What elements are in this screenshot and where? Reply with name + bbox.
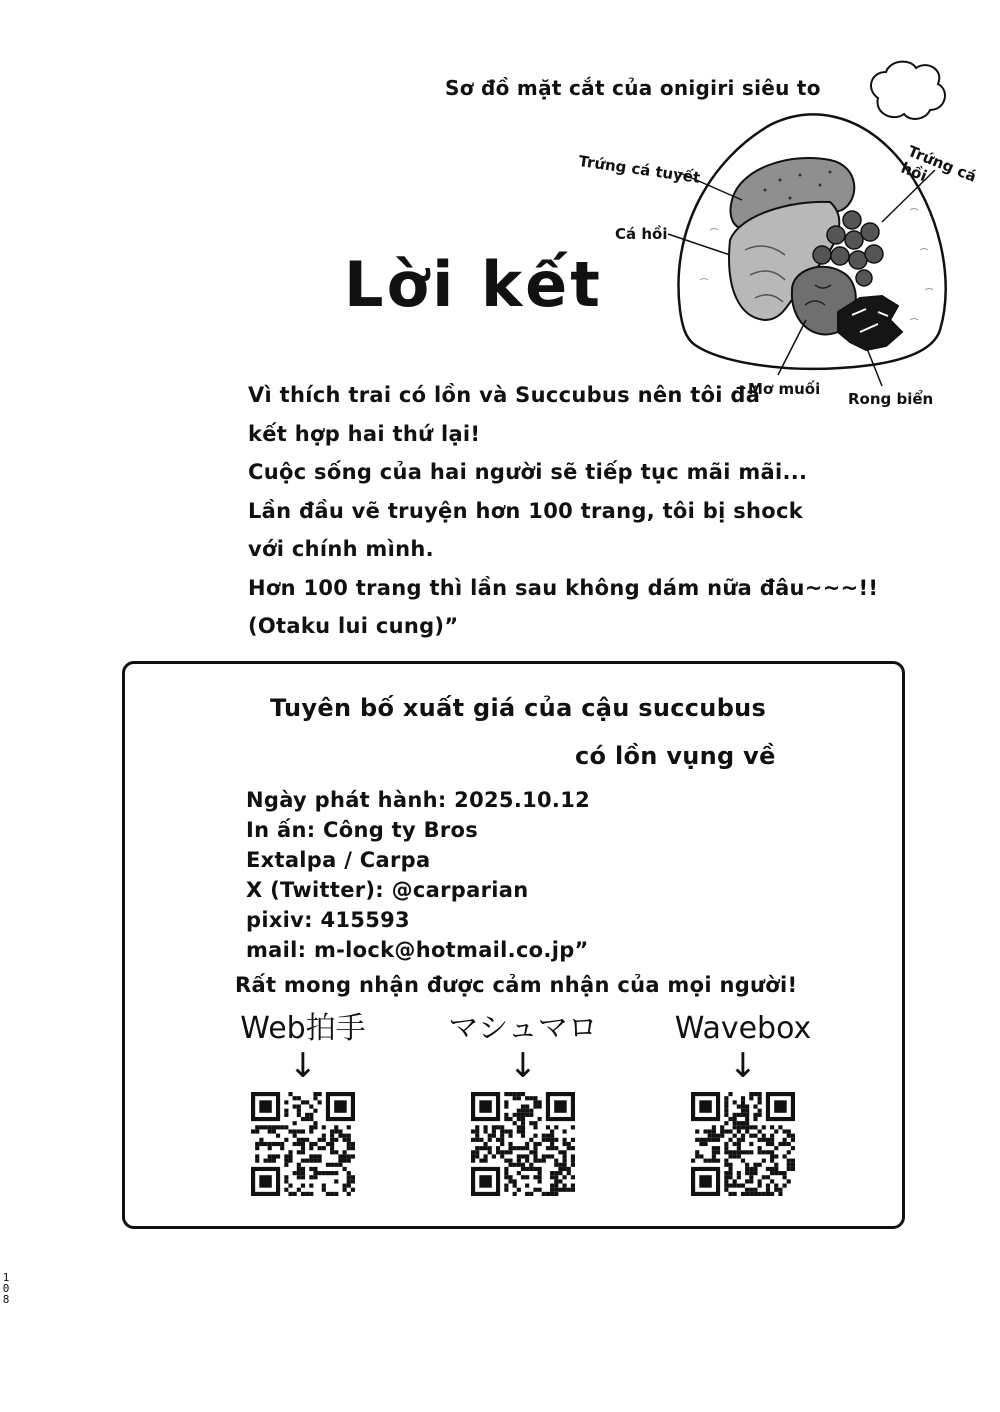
colophon-line: pixiv: 415593 bbox=[246, 908, 410, 932]
afterword-line: Lần đầu vẽ truyện hơn 100 trang, tôi bị shock bbox=[248, 498, 803, 523]
down-arrow-icon: ↓ bbox=[288, 1046, 318, 1086]
colophon-line: mail: m-lock@hotmail.co.jp” bbox=[246, 938, 589, 962]
afterword-line: kết hợp hai thứ lại! bbox=[248, 421, 481, 446]
qr-label: Wavebox bbox=[674, 1011, 812, 1046]
colophon-line: In ấn: Công ty Bros bbox=[246, 818, 479, 842]
down-arrow-icon: ↓ bbox=[508, 1046, 538, 1086]
afterword-line: Hơn 100 trang thì lần sau không dám nữa đâu~~~!! bbox=[248, 575, 879, 600]
afterword-line: với chính mình. bbox=[248, 537, 434, 561]
colophon-line: Ngày phát hành: 2025.10.12 bbox=[246, 788, 591, 812]
qr-web-clap bbox=[203, 1010, 403, 1196]
page-heading: Lời kết bbox=[344, 248, 603, 321]
qr-marshmallow bbox=[423, 1010, 623, 1196]
qr-label: マシュマロ bbox=[448, 1011, 598, 1046]
publication-info-box bbox=[122, 661, 905, 1229]
book-title-line2: có lồn vụng về bbox=[575, 742, 776, 770]
label-mo-muoi: Mơ muối bbox=[748, 380, 821, 398]
afterword-line: Vì thích trai có lồn và Succubus nên tôi đã bbox=[248, 383, 761, 407]
colophon bbox=[246, 785, 590, 965]
qr-wavebox bbox=[643, 1010, 843, 1196]
book-title-line1: Tuyên bố xuất giá của cậu succubus bbox=[270, 694, 767, 722]
colophon-line: X (Twitter): @carparian bbox=[246, 878, 529, 902]
label-rong-bien: Rong biển bbox=[848, 390, 934, 408]
colophon-line: Extalpa / Carpa bbox=[246, 848, 431, 872]
diagram-title: Sơ đồ mặt cắt của onigiri siêu to bbox=[445, 76, 821, 100]
qr-code-icon[interactable] bbox=[251, 1092, 355, 1196]
page-number-text: 108 bbox=[2, 1271, 10, 1306]
down-arrow-icon: ↓ bbox=[728, 1046, 758, 1086]
page-number bbox=[1, 1272, 11, 1305]
qr-code-icon[interactable] bbox=[471, 1092, 575, 1196]
label-trung-ca-tuyet: Trứng cá tuyết bbox=[577, 152, 702, 187]
thanks-message: Rất mong nhận được cảm nhận của mọi người! bbox=[235, 973, 798, 997]
afterword-line: Cuộc sống của hai người sẽ tiếp tục mãi mãi... bbox=[248, 460, 808, 484]
onigiri-icon bbox=[871, 62, 945, 119]
qr-code-icon[interactable] bbox=[691, 1092, 795, 1196]
label-trung-ca-hoi: Trứng cá hồi bbox=[898, 142, 980, 186]
qr-label: Web拍手 bbox=[240, 1011, 366, 1046]
afterword-line: (Otaku lui cung)” bbox=[248, 614, 459, 638]
afterword-text bbox=[248, 376, 878, 646]
label-ca-hoi: Cá hồi bbox=[615, 225, 668, 243]
